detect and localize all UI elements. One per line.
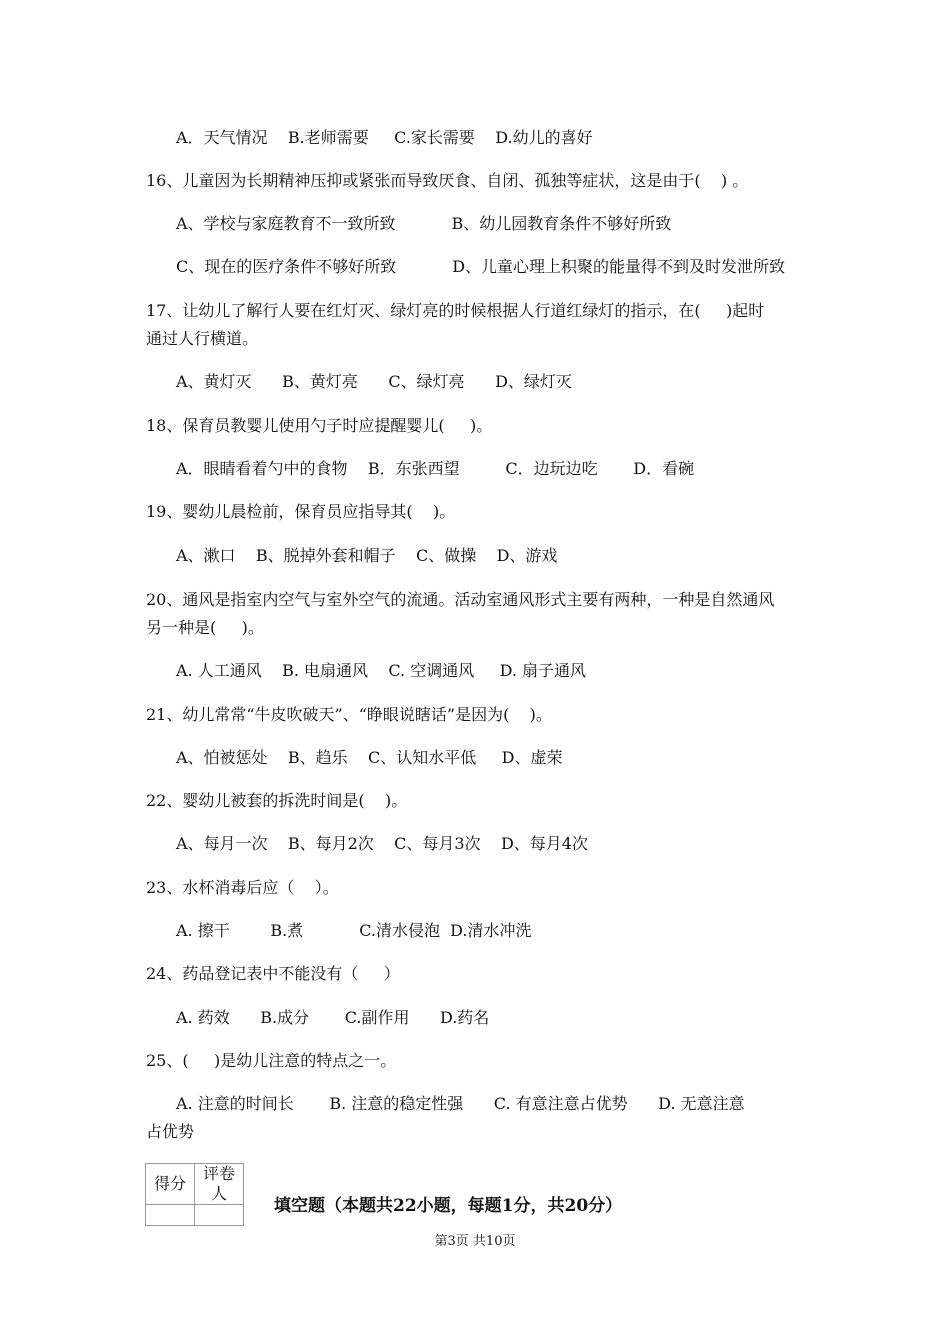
answer-options: A、黄灯灭 B、黄灯亮 C、绿灯亮 D、绿灯灭 <box>176 372 572 391</box>
answer-options: A．天气情况 B.老师需要 C.家长需要 D.幼儿的喜好 <box>176 128 593 147</box>
answer-options: A、怕被惩处 B、趋乐 C、认知水平低 D、虚荣 <box>176 748 563 767</box>
question-continuation: 通过人行横道。 <box>146 329 259 348</box>
question-text: 24、药品登记表中不能没有（ ） <box>146 964 400 983</box>
answer-options: A．眼睛看着勺中的食物 B．东张西望 C．边玩边吃 D．看碗 <box>176 459 695 478</box>
answer-options: A、漱口 B、脱掉外套和帽子 C、做操 D、游戏 <box>176 546 558 565</box>
answer-options: A. 药效 B.成分 C.副作用 D.药名 <box>176 1008 490 1027</box>
score-table <box>145 1163 244 1226</box>
question-text: 16、儿童因为长期精神压抑或紧张而导致厌食、自闭、孤独等症状，这是由于( ) 。 <box>146 171 749 190</box>
answer-options: C、现在的医疗条件不够好所致 D、儿童心理上积聚的能量得不到及时发泄所致 <box>176 257 786 276</box>
answer-options: A. 人工通风 B. 电扇通风 C. 空调通风 D. 扇子通风 <box>176 661 587 680</box>
question-text: 23、水杯消毒后应（ ）。 <box>146 878 339 897</box>
question-text: 17、让幼儿了解行人要在红灯灭、绿灯亮的时候根据人行道红绿灯的指示，在( )起时 <box>146 301 765 320</box>
score-cell <box>146 1205 195 1226</box>
question-text: 20、通风是指室内空气与室外空气的流通。活动室通风形式主要有两种，一种是自然通风 <box>146 590 775 609</box>
answer-options: A、学校与家庭教育不一致所致 B、幼儿园教育条件不够好所致 <box>176 214 672 233</box>
question-continuation: 另一种是( )。 <box>146 618 264 637</box>
question-text: 22、婴幼儿被套的拆洗时间是( )。 <box>146 791 408 810</box>
question-text: 21、幼儿常常“牛皮吹破天”、“睁眼说瞎话”是因为( )。 <box>146 705 552 724</box>
answer-options: A、每月一次 B、每月2次 C、每月3次 D、每月4次 <box>176 834 588 853</box>
grader-header: 评卷人 <box>195 1164 244 1205</box>
question-text: 18、保育员教婴儿使用勺子时应提醒婴儿( )。 <box>146 416 493 435</box>
page-footer: 第3页 共10页 <box>434 1234 516 1249</box>
question-text: 19、婴幼儿晨检前，保育员应指导其( )。 <box>146 502 456 521</box>
score-header: 得分 <box>146 1164 195 1205</box>
grader-cell <box>195 1205 244 1226</box>
question-continuation: 占优势 <box>146 1122 195 1141</box>
question-text: 25、( )是幼儿注意的特点之一。 <box>146 1051 397 1070</box>
section-title: 填空题（本题共22小题，每题1分，共20分） <box>274 1196 623 1216</box>
answer-options: A. 注意的时间长 B. 注意的稳定性强 C. 有意注意占优势 D. 无意注意 <box>176 1094 745 1113</box>
answer-options: A. 擦干 B.煮 C.清水侵泡 D.清水冲洗 <box>176 921 532 940</box>
